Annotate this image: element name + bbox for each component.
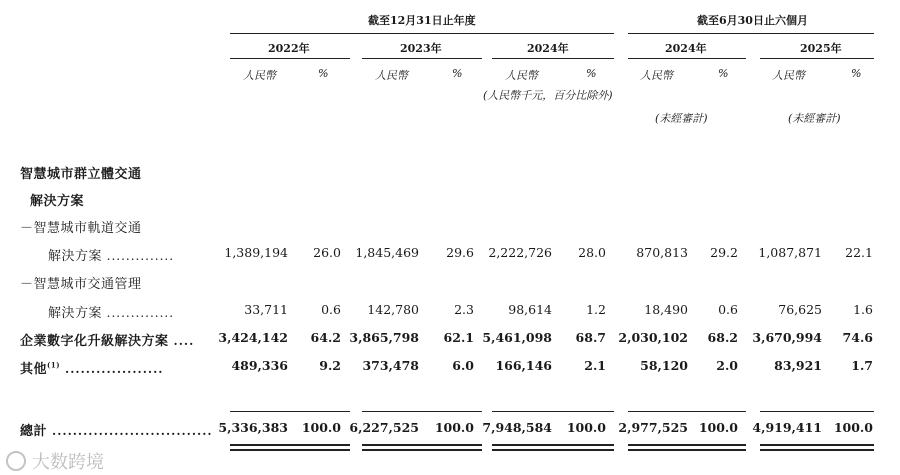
amount-cell: 7,948,584: [482, 420, 552, 435]
watermark-text: 大数跨境: [32, 452, 104, 473]
subtotal-rule: [230, 411, 350, 412]
row-label: －智慧城市交通管理: [20, 277, 142, 292]
percent-cell: 100.0: [566, 420, 606, 435]
total-double-rule: [230, 444, 350, 446]
total-double-rule: [492, 449, 614, 451]
amount-cell: 489,336: [231, 358, 288, 373]
percent-header: %: [851, 67, 862, 80]
percent-cell: 2.3: [454, 302, 474, 317]
percent-cell: 0.6: [321, 302, 341, 317]
amount-cell: 1,389,194: [224, 245, 288, 260]
percent-cell: 100.0: [833, 420, 873, 435]
percent-cell: 6.0: [452, 358, 474, 373]
row-label: －智慧城市軌道交通: [20, 221, 142, 236]
total-double-rule: [362, 444, 482, 446]
row-label: 總計 ...............................: [20, 424, 213, 439]
amount-cell: 58,120: [640, 358, 688, 373]
percent-cell: 22.1: [845, 245, 873, 260]
row-label: 解決方案: [30, 194, 85, 209]
amount-cell: 142,780: [367, 302, 419, 317]
percent-cell: 100.0: [698, 420, 738, 435]
percent-header: %: [452, 67, 463, 80]
amount-cell: 166,146: [495, 358, 552, 373]
watermark-logo-icon: [6, 451, 26, 471]
currency-header: 人民幣: [243, 69, 276, 82]
percent-cell: 29.2: [710, 245, 738, 260]
amount-cell: 5,461,098: [482, 330, 552, 345]
amount-cell: 33,711: [244, 302, 288, 317]
row-label: 其他$^{(1)}$ ...................: [20, 360, 164, 377]
percent-cell: 28.0: [578, 245, 606, 260]
total-double-rule: [492, 444, 614, 446]
year-rule-2025-h1: [760, 58, 874, 59]
year-header-2025-h1: 2025年: [800, 42, 842, 55]
amount-cell: 4,919,411: [752, 420, 822, 435]
total-double-rule: [760, 444, 874, 446]
percent-header: %: [586, 67, 597, 80]
amount-cell: 83,921: [774, 358, 822, 373]
year-header-2024: 2024年: [527, 42, 569, 55]
percent-cell: 9.2: [319, 358, 341, 373]
percent-cell: 68.7: [575, 330, 606, 345]
percent-cell: 74.6: [842, 330, 873, 345]
row-label: 企業數字化升級解決方案 ....: [20, 334, 195, 349]
amount-cell: 6,227,525: [349, 420, 419, 435]
currency-header: 人民幣: [375, 69, 408, 82]
subtotal-rule: [628, 411, 746, 412]
year-rule-2022: [230, 58, 350, 59]
half-year-group-header: 截至6月30日止六個月: [697, 14, 808, 27]
amount-cell: 1,845,469: [355, 245, 419, 260]
total-double-rule: [628, 444, 746, 446]
percent-cell: 2.0: [716, 358, 738, 373]
amount-cell: 2,222,726: [488, 245, 552, 260]
amount-cell: 870,813: [636, 245, 688, 260]
year-rule-2024: [492, 58, 614, 59]
percent-header: %: [718, 67, 729, 80]
percent-cell: 2.1: [584, 358, 606, 373]
amount-cell: 3,424,142: [218, 330, 288, 345]
subtotal-rule: [362, 411, 482, 412]
fy-group-rule: [230, 33, 614, 34]
amount-cell: 3,865,798: [349, 330, 419, 345]
row-label: 解決方案 ..............: [48, 249, 175, 264]
unaudited-note: (未經審計): [788, 112, 841, 125]
total-double-rule: [230, 449, 350, 451]
amount-cell: 18,490: [644, 302, 688, 317]
year-rule-2024-h1: [628, 58, 746, 59]
watermark: [6, 448, 104, 474]
amount-cell: 1,087,871: [758, 245, 822, 260]
amount-cell: 3,670,994: [752, 330, 822, 345]
percent-cell: 100.0: [434, 420, 474, 435]
total-double-rule: [760, 449, 874, 451]
year-header-2022: 2022年: [268, 42, 310, 55]
unaudited-note: (未經審計): [655, 112, 708, 125]
percent-cell: 68.2: [707, 330, 738, 345]
amount-cell: 2,977,525: [618, 420, 688, 435]
currency-header: 人民幣: [505, 69, 538, 82]
year-rule-2023: [362, 58, 482, 59]
amount-cell: 5,336,383: [218, 420, 288, 435]
row-label: 智慧城市群立體交通: [20, 167, 142, 182]
row-label: 解決方案 ..............: [48, 306, 175, 321]
percent-cell: 26.0: [313, 245, 341, 260]
total-double-rule: [362, 449, 482, 451]
h1-group-rule: [628, 33, 874, 34]
amount-cell: 373,478: [362, 358, 419, 373]
total-double-rule: [628, 449, 746, 451]
percent-cell: 0.6: [718, 302, 738, 317]
fiscal-year-group-header: 截至12月31日止年度: [368, 14, 476, 27]
year-header-2024-h1: 2024年: [665, 42, 707, 55]
percent-cell: 1.2: [586, 302, 606, 317]
unit-note: (人民幣千元，百分比除外): [483, 89, 613, 102]
percent-cell: 100.0: [301, 420, 341, 435]
currency-header: 人民幣: [640, 69, 673, 82]
percent-cell: 29.6: [446, 245, 474, 260]
amount-cell: 98,614: [508, 302, 552, 317]
percent-cell: 1.6: [853, 302, 873, 317]
percent-header: %: [318, 67, 329, 80]
currency-header: 人民幣: [772, 69, 805, 82]
subtotal-rule: [492, 411, 614, 412]
subtotal-rule: [760, 411, 874, 412]
percent-cell: 62.1: [443, 330, 474, 345]
percent-cell: 1.7: [851, 358, 873, 373]
amount-cell: 76,625: [778, 302, 822, 317]
amount-cell: 2,030,102: [618, 330, 688, 345]
year-header-2023: 2023年: [400, 42, 442, 55]
percent-cell: 64.2: [310, 330, 341, 345]
